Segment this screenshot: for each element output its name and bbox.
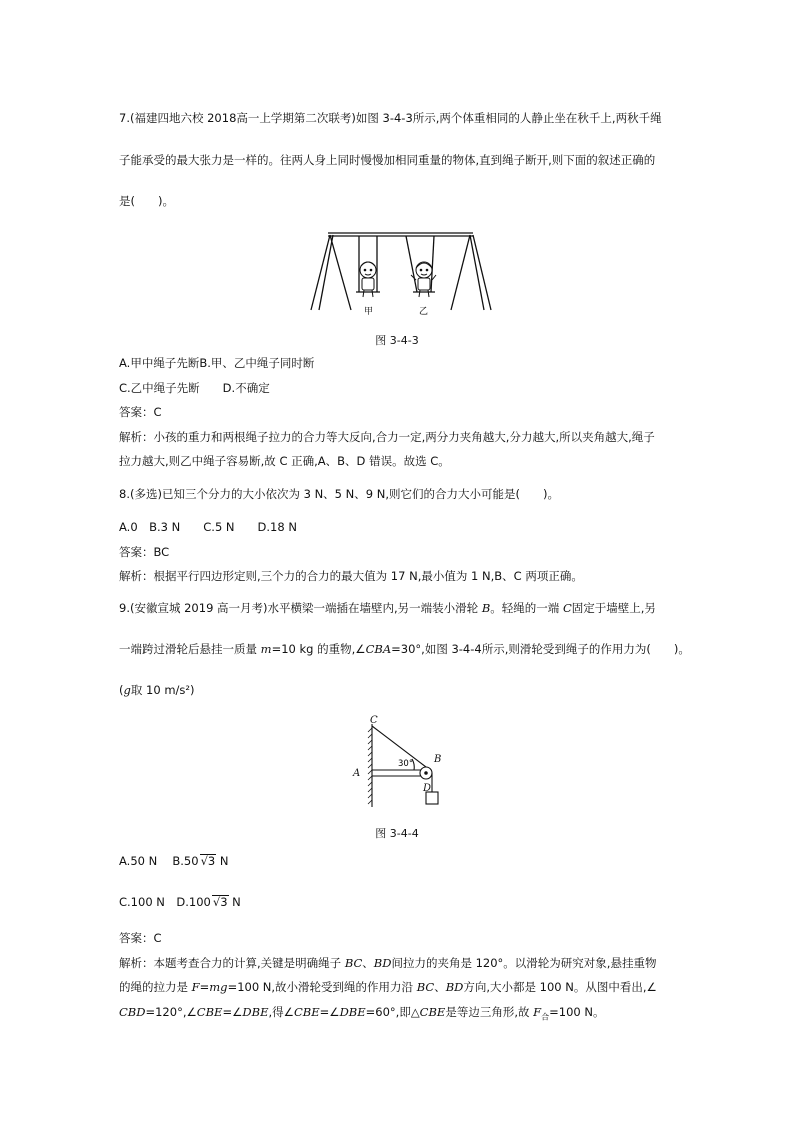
q8-analysis: 解析：根据平行四边形定则,三个力的合力的最大值为 17 N,最小值为 1 N,B、C 两项正确。 (119, 569, 583, 583)
q8-stem: 8.(多选)已知三个分力的大小依次为 3 N、5 N、9 N,则它们的合力大小可能是( )。 (119, 487, 559, 501)
q7-stem-line1: 7.(福建四地六校 2018高一上学期第二次联考)如图 3-4-3所示,两个体重相同的人静止坐在秋千上,两秋千绳 (119, 111, 662, 125)
q7-options-ab: A.甲中绳子先断B.甲、乙中绳子同时断 (119, 356, 315, 370)
sqrt-symbol: √3 (212, 895, 228, 909)
caption-3-4-4: 图 3-4-4 (375, 827, 419, 840)
q9-analysis-line1: 解析：本题考查合力的计算,关键是明确绳子 BC、BD间拉力的夹角是 120°。以滑轮为研究对象,悬挂重物 (119, 956, 657, 970)
label-A: A (353, 768, 361, 779)
label-B: B (434, 754, 442, 765)
q9-stem-line2: 一端跨过滑轮后悬挂一质量 m=10 kg 的重物,∠CBA=30°,如图 3-4-4所示,则滑轮受到绳子的作用力为( )。 (119, 642, 690, 656)
q9-options-ab: A.50 N B.50 √3 N (119, 854, 229, 868)
q9-analysis-line3: CBD=120°,∠CBE=∠DBE,得∠CBE=∠DBE=60°,即△CBE是等边三角形,故 $F_合=100$ N。 (119, 1005, 605, 1022)
angle-label: 30° (398, 759, 414, 769)
label-C: C (370, 715, 378, 726)
q9-stem-line1: 9.(安徽宣城 2019 高一月考)水平横梁一端插在墙壁内,另一端装小滑轮 B。轻绳的一端 C固定于墙壁上,另 (119, 601, 656, 615)
swing-figure (303, 226, 493, 321)
pulley-figure (350, 712, 450, 812)
q9-answer: 答案：C (119, 931, 162, 945)
q8-options: A.0 B.3 N C.5 N D.18 N (119, 520, 297, 534)
q7-analysis-line2: 拉力越大,则乙中绳子容易断,故 C 正确,A、B、D 错误。故选 C。 (119, 454, 450, 468)
q7-answer: 答案：C (119, 405, 162, 419)
q7-options-cd: C.乙中绳子先断 D.不确定 (119, 381, 270, 395)
caption-3-4-3: 图 3-4-3 (375, 334, 419, 347)
q9-stem-line3: (g取 10 m/s²) (119, 683, 195, 697)
q7-analysis-line1: 解析：小孩的重力和两根绳子拉力的合力等大反向,合力一定,两分力夹角越大,分力越大,所以夹角越大,绳子 (119, 430, 655, 444)
q7-stem-line3: 是( )。 (119, 194, 174, 208)
q9-options-cd: C.100 N D.100 √3 N (119, 895, 241, 909)
label-yi: 乙 (419, 307, 429, 317)
label-jia: 甲 (364, 307, 374, 317)
sqrt-symbol: √3 (200, 854, 216, 868)
q7-stem-line2: 子能承受的最大张力是一样的。往两人身上同时慢慢加相同重量的物体,直到绳子断开,则下面的叙述正确的 (119, 153, 656, 167)
q9-analysis-line2: 的绳的拉力是 F=mg=100 N,故小滑轮受到绳的作用力沿 BC、BD方向,大小都是 100 N。从图中看出,∠ (119, 980, 657, 994)
q8-answer: 答案：BC (119, 545, 170, 559)
label-D: D (423, 783, 432, 794)
